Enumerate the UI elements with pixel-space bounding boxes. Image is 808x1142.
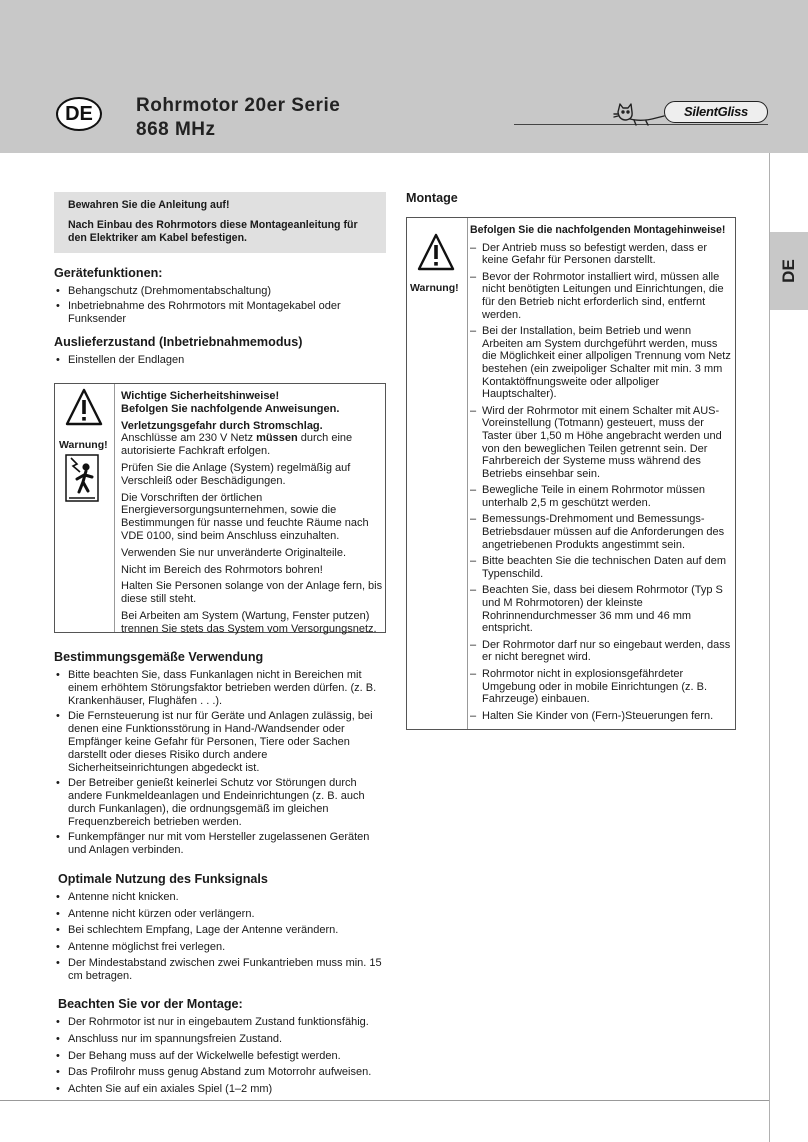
intro-notice-line-2: Nach Einbau des Rohrmotors diese Montageanleitung für den Elektriker am Kabel befestigen. [68, 219, 358, 244]
list-item: – Bei der Installation, beim Betrieb und wenn Arbeiten am System durchgeführt werden, muss die Möglichkeit einer allpoligen Trennung vom Netz bestehen (ein zweipoliger Schalter mit min. 3 mm Kontaktöffnungsweite oder allpoliger Hauptschalter). [470, 325, 734, 401]
safety-para-shock [121, 420, 383, 458]
safety-title-2: Befolgen Sie nachfolgende Anweisungen. [121, 402, 340, 415]
list-item: • Antenne nicht knicken. [54, 891, 386, 904]
electric-shock-icon [65, 454, 99, 502]
beachten-heading: Beachten Sie vor der Montage: [58, 997, 243, 1012]
list-item: – Der Rohrmotor darf nur so eingebaut werden, dass er nicht beregnet wird. [470, 639, 734, 664]
montage-heading: Montage [406, 191, 458, 205]
list-item: – Der Antrieb muss so befestigt werden, dass er keine Gefahr für Personen darstellt. [470, 242, 734, 267]
list-item: • Der Betreiber genießt keinerlei Schutz vor Störungen durch andere Funkmeldeanlagen und Endeinrichtungen (z. B. auch durch Funkanlagen), die ordnungsgemäß im gleichen Frequenzbereich betrieben werden. [54, 777, 386, 829]
warning-label: Warnung! [59, 439, 108, 451]
auslieferzustand-list [54, 354, 386, 367]
list-item: • Der Mindestabstand zwischen zwei Funkantrieben muss min. 15 cm betragen. [54, 957, 386, 983]
montage-text [470, 224, 734, 726]
safety-title-1: Wichtige Sicherheitshinweise! [121, 390, 280, 402]
safety-title [121, 390, 383, 416]
list-item: • Bitte beachten Sie, dass Funkanlagen nicht in Bereichen mit einem erhöhtem Störungsfaktor betrieben werden dürfen. (z. B. Krankenhäuser, Flughäfen . . .). [54, 669, 386, 708]
auslieferzustand-heading: Auslieferzustand (Inbetriebnahmemodus) [54, 335, 303, 349]
list-item: – Bemessungs-Drehmoment und Bemessungs-Betriebsdauer müssen auf die Anforderungen des angetriebenen Produkts angestimmt sein. [470, 513, 734, 551]
montage-warning-box [406, 217, 736, 730]
geraetefunktionen-list [54, 285, 386, 326]
safety-para-2: Prüfen Sie die Anlage (System) regelmäßig auf Verschleiß oder Beschädigungen. [121, 461, 351, 487]
header-band [0, 0, 808, 153]
list-item: – Wird der Rohrmotor mit einem Schalter mit AUS-Voreinstellung (Totmann) gesteuert, muss der Taster über 1,50 m Höhe angebracht werden und von den beweglichen Teilen getrennt sein. Der Fahrbereich der Systeme muss während des Betriebs einsehbar sein. [470, 405, 734, 481]
title-line-2: 868 MHz [136, 119, 216, 140]
warning-icon-column [55, 384, 115, 632]
bestimmung-list [54, 669, 386, 857]
intro-notice [54, 192, 386, 253]
footer-rule [0, 1100, 769, 1101]
safety-para-3: Die Vorschriften der örtlichen Energieversorgungsunternehmen, sowie die Bestimmungen für nasse und feuchte Räume nach VDE 0100, sind beim Anschluss einzuhalten. [121, 491, 369, 542]
geraetefunktionen-heading: Gerätefunktionen: [54, 266, 163, 280]
beachten-list [54, 1016, 386, 1095]
list-item: • Antenne nicht kürzen oder verlängern. [54, 908, 386, 921]
right-column [406, 190, 736, 730]
list-item: • Das Profilrohr muss genug Abstand zum Motorrohr aufweisen. [54, 1066, 386, 1079]
warning-triangle-icon [417, 233, 455, 273]
montage-list [470, 242, 734, 723]
silentgliss-logo-text: SilentGliss [664, 101, 768, 123]
bestimmung-heading: Bestimmungsgemäße Verwendung [54, 650, 264, 664]
safety-warning-box [54, 383, 386, 633]
danger-title: Verletzungsgefahr durch Stromschlag. [121, 419, 323, 432]
list-item: – Beachten Sie, dass bei diesem Rohrmotor (Typ S und M Rohrmotoren) der kleinste Rohrinnendurchmesser 36 mm und 46 mm entspricht. [470, 584, 734, 634]
list-item: • Inbetriebnahme des Rohrmotors mit Montagekabel oder Funksender [54, 300, 386, 326]
list-item: • Der Rohrmotor ist nur in eingebautem Zustand funktionsfähig. [54, 1016, 386, 1029]
optimale-list [54, 891, 386, 983]
montage-warning-label: Warnung! [410, 282, 459, 294]
list-item: • Die Fernsteuerung ist nur für Geräte und Anlagen zulässig, bei denen eine Funktionsstörung in Hand-/Wandsender oder Empfänger keine Gefahr für Personen, Tiere oder Sachen darstellt oder dieses Risiko durch andere Sicherheitseinrichtungen abgedeckt ist. [54, 710, 386, 775]
list-item: • Der Behang muss auf der Wickelwelle befestigt werden. [54, 1050, 386, 1063]
safety-para-6: Halten Sie Personen solange von der Anlage fern, bis diese still steht. [121, 580, 383, 606]
language-side-tab-label: DE [779, 259, 798, 283]
list-item: • Funkempfänger nur mit vom Hersteller zugelassenen Geräten und Anlagen verbinden. [54, 831, 386, 857]
safety-p1-pre: Anschlüsse am 230 V Netz [121, 432, 257, 445]
montage-icon-column [407, 218, 468, 729]
list-item: • Behangschutz (Drehmomentabschaltung) [54, 285, 386, 298]
document-title [136, 94, 340, 142]
montage-box-title: Befolgen Sie die nachfolgenden Montagehinweise! [470, 224, 726, 236]
safety-para-5: Nicht im Bereich des Rohrmotors bohren! [121, 563, 323, 576]
list-item: – Bewegliche Teile in einem Rohrmotor müssen unterhalb 2,5 m geschützt werden. [470, 484, 734, 509]
list-item: • Antenne möglichst frei verlegen. [54, 941, 386, 954]
left-column [54, 192, 386, 1099]
safety-text [121, 390, 383, 640]
list-item: • Achten Sie auf ein axiales Spiel (1–2 mm) [54, 1083, 386, 1096]
list-item: • Einstellen der Endlagen [54, 354, 386, 367]
list-item: • Bei schlechtem Empfang, Lage der Antenne verändern. [54, 924, 386, 937]
list-item: – Bevor der Rohrmotor installiert wird, müssen alle nicht benötigten Leitungen und Einrichtungen, die für den Betrieb nicht erforderlich sind, entfernt werden. [470, 271, 734, 321]
safety-p1-bold: müssen [256, 432, 298, 445]
safety-p1-post: durch eine autorisierte Fachkraft erfolgen. [121, 432, 353, 458]
list-item: – Halten Sie Kinder von (Fern-)Steuerungen fern. [470, 710, 734, 723]
optimale-heading: Optimale Nutzung des Funksignals [58, 872, 268, 886]
list-item: • Anschluss nur im spannungsfreien Zustand. [54, 1033, 386, 1046]
list-item: – Bitte beachten Sie die technischen Daten auf dem Typenschild. [470, 555, 734, 580]
language-badge: DE [56, 97, 102, 131]
safety-para-4: Verwenden Sie nur unveränderte Originalteile. [121, 546, 347, 559]
safety-para-7: Bei Arbeiten am System (Wartung, Fenster putzen) trennen Sie stets das System vom Versorgungsnetz. [121, 609, 377, 635]
intro-notice-line-1: Bewahren Sie die Anleitung auf! [68, 199, 230, 211]
title-line-1: Rohrmotor 20er Serie [136, 95, 341, 116]
list-item: – Rohrmotor nicht in explosionsgefährdeter Umgebung oder in mobile Einrichtungen (z. B. Fahrzeuge) einbauen. [470, 668, 734, 706]
warning-triangle-icon [65, 388, 103, 428]
